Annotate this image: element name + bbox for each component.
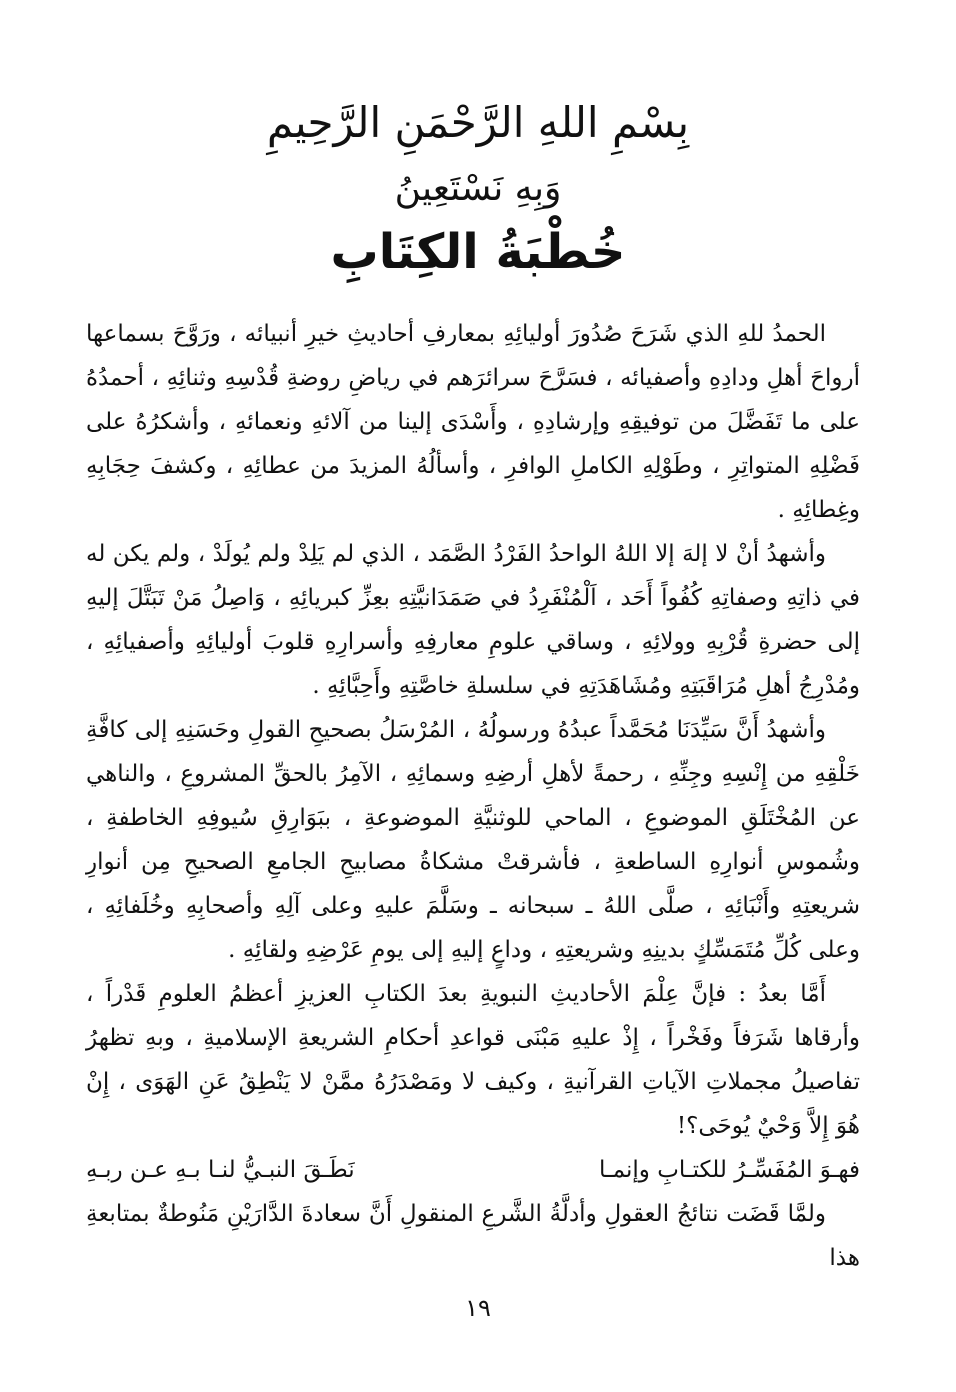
page-title: خُطْبَةُ الكِتَابِ — [330, 224, 626, 280]
paragraph-amma-bad: أَمَّا بعدُ : فإنَّ عِلْمَ الأحاديثِ النبويةِ بعدَ الكتابِ العزيزِ أعظمُ العلومِ قَدْراً ، وأرقاها شَرَفاً وفَخْراً ، إِذْ عليهِ مَبْنَى قواعدِ أحكامِ الشريعةِ الإسلاميةِ ، وبهِ تظهرُ تفاصيلُ مجملاتِ الآياتِ القرآنيةِ ، وكيف لا ومَصْدَرُهُ ممَّنْ لا يَنْطِقُ عَنِ الهَوَى ، إِنْ هُوَ إِلاَّ وَحْيٌ يُوحَى؟! — [86, 981, 860, 1139]
basmala-heading: بِسْمِ اللهِ الرَّحْمَنِ الرَّحِيمِ — [266, 98, 690, 147]
verse-first-hemistich: فهـوَ المُفَسِّـرُ للكتـابِ وإنمـا — [598, 1157, 860, 1183]
body-text — [86, 312, 860, 1280]
paragraph-prophet: وأشهدُ أَنَّ سَيِّدَنَا مُحَمَّداً عبدُهُ ورسولُهُ ، المُرْسَلُ بصحيحِ القولِ وحَسَنِهِ إلى كافَّةِ خَلْقِهِ من إِنْسِهِ وجِنِّهِ ، رحمةً لأهلِ أرضِهِ وسمائِهِ ، الآمِرُ بالحقِّ المشروعِ ، والناهي عن المُخْتَلَقِ الموضوعِ ، الماحي للوثنيَّةِ الموضوعةِ ، ببَوَارِقِ سُيوفِهِ الخاطفةِ ، وشُموسِ أنوارِهِ الساطعةِ ، فأشرقتْ مشكاةُ مصابيحِ الجامعِ الصحيحِ مِن أنوارِ شريعتِهِ وأَنْبَائِهِ ، صلَّى اللهُ ـ سبحانه ـ وسَلَّمَ عليهِ وعلى آلِهِ وأصحابِهِ وخُلَفائِهِ ، وعلى كُلِّ مُتَمَسِّكٍ بدينِهِ وشريعتِهِ ، وداعٍ إليهِ إلى يومِ عَرْضِهِ ولقائِهِ . — [86, 717, 860, 963]
subheading: وَبِهِ نَسْتَعِينُ — [394, 168, 562, 209]
paragraph-shahada: وأشهدُ أنْ لا إلهَ إلا اللهُ الواحدُ الفَرْدُ الصَّمَد ، الذي لم يَلِدْ ولم يُولَدْ ، ولم يكن له في ذاتِهِ وصفاتِهِ كُفُواً أَحَد ، اَلْمُنْفَرِدُ في صَمَدَانيَّتِهِ بعِزِّ كبريائِهِ ، وَاصِلُ مَنْ تَبَتَّلَ إليهِ إلى حضرةِ قُرْبِهِ وولائِهِ ، وساقي علومِ معارفِهِ وأسرارِهِ قلوبَ أوليائِهِ وأصفيائِهِ ، ومُدْرِجُ أهلِ مُرَاقَبَتِهِ ومُشَاهَدَتِهِ في سلسلةِ خاصَّتِهِ وأَحِبَّائِهِ . — [86, 541, 860, 699]
paragraph-praise: الحمدُ للهِ الذي شَرَحَ صُدُورَ أوليائِهِ بمعارفِ أحاديثِ خيرِ أنبيائه ، ورَوَّحَ بسماعها أرواحَ أهلِ ودادِهِ وأصفيائه ، فسَرَّحَ سرائرَهم في رياضِ روضةِ قُدْسِهِ وثنائِهِ ، أحمدُهُ على ما تَفَضَّلَ من توفيقِهِ وإرشادِهِ ، وأَسْدَى إلينا من آلائهِ ونعمائهِ ، وأشكرُهُ على فَضْلِهِ المتواتِرِ ، وطَوْلِهِ الكاملِ الوافرِ ، وأسألُهُ المزيدَ من عطائِهِ ، وكشفَ حِجَابِهِ وغِطائِهِ . — [86, 321, 860, 523]
poetry-verse — [86, 1148, 860, 1192]
paragraph-closing: ولمَّا قَضَت نتائجُ العقولِ وأدلَّةُ الشَّرعِ المنقولِ أَنَّ سعادةَ الدَّارَيْنِ مَنُوطةٌ بمتابعةِ هذا — [86, 1201, 860, 1271]
page-number: ١٩ — [465, 1294, 491, 1322]
verse-second-hemistich: نَطَـقَ النبـيُّ لنـا بـهِ عـن ربـهِ — [86, 1157, 355, 1183]
